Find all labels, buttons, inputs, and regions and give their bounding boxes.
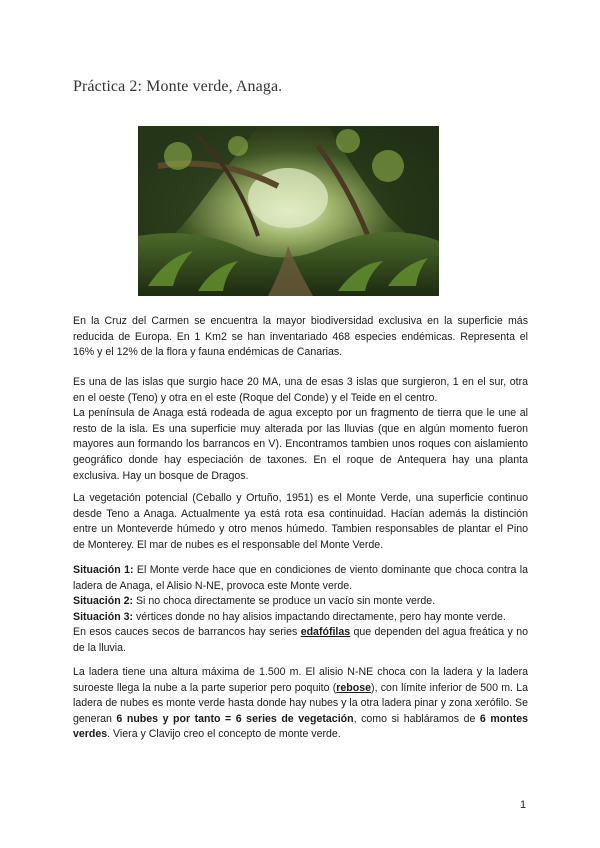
situacion-3-text: vértices donde no hay alisios impactando directamente, pero hay monte verde. — [133, 610, 506, 623]
ladera-text-c: , como si habláramos de — [353, 712, 480, 725]
situacion-1-text: El Monte verde hace que en condiciones de viento dominante que choca contra la ladera de Anaga, el Alisio N-NE, provoca este Monte verde. — [73, 564, 528, 592]
forest-photo-icon — [138, 126, 439, 296]
series-edafofilas-post: que dependen del agua freática y no de la lluvia. — [73, 626, 528, 654]
situacion-2-label: Situación 2: — [73, 595, 134, 608]
ladera-text-b: ), con límite inferior de 500 m. La ladera de nubes es monte verde hasta donde hay nubes y la otra ladera pinar y zona xerófilo. Se generan — [73, 681, 528, 725]
montes-verdes-term: 6 montes verdes — [73, 712, 529, 741]
situacion-3 — [73, 610, 528, 626]
situacion-1 — [73, 563, 528, 594]
nubes-series-term: 6 nubes y por tanto = 6 series de vegetación — [116, 712, 354, 725]
paragraph-islas-sentence-2: La península de Anaga está rodeada de agua excepto por un fragmento de tierra que le une al resto de la isla. Es una superficie muy alterada por las lluvias (que en algún momento fueron mayores aun formando los barrancos en V). Encontramos tambien unos roques con aislamiento geográfico donde hay especiación de taxones. En el roque de Antequera hay una planta exclusiva. Hay un bosque de Dragos. — [73, 407, 528, 482]
situaciones-block — [73, 563, 528, 657]
paragraph-islas — [73, 375, 528, 484]
rebose-term: rebose — [336, 681, 372, 694]
series-edafofilas-pre: En esos cauces secos de barrancos hay series — [73, 626, 301, 639]
paragraph-biodiversidad: En la Cruz del Carmen se encuentra la mayor biodiversidad exclusiva en la superficie más reducida de Europa. En 1 Km2 se han inventariado 468 especies endémicas. Representa el 16% y el 12% de la flora y fauna endémicas de Canarias. — [73, 315, 528, 359]
page-number: 1 — [520, 799, 527, 811]
ladera-text-a: La ladera tiene una altura máxima de 1.500 m. El alisio N-NE choca con la ladera y la ladera suroeste llega la nube a la parte superior pero poquito ( — [73, 666, 528, 694]
situacion-2-text: Si no choca directamente se produce un vacío sin monte verde. — [133, 595, 436, 608]
edafofilas-term: edafófilas — [300, 626, 351, 639]
series-edafofilas — [73, 625, 528, 656]
page-title: Práctica 2: Monte verde, Anaga. — [73, 78, 283, 95]
situacion-1-label: Situación 1: — [73, 564, 134, 576]
situacion-3-label: Situación 3: — [73, 610, 134, 623]
paragraph-ladera — [73, 665, 528, 743]
situacion-2 — [73, 594, 528, 610]
forest-photo — [138, 126, 439, 296]
paragraph-islas-sentence-1: Es una de las islas que surgio hace 20 MA, una de esas 3 islas que surgieron, 1 en el sur, otra en el oeste (Teno) y otra en el este (Roque del Conde) y el Teide en el centro. — [73, 376, 528, 404]
paragraph-vegetacion-potencial: La vegetación potencial (Ceballo y Ortuño, 1951) es el Monte Verde, una superficie continuo desde Teno a Anaga. Actualmente ya está rota esa continuidad. Hacían además la distinción entre un Monteverde húmedo y otro menos húmedo. Tambien responsables de plantar el Pino de Monterey. El mar de nubes es el responsable del Monte Verde. — [73, 492, 528, 551]
ladera-text-d: . Viera y Clavijo creo el concepto de monte verde. — [107, 728, 341, 741]
